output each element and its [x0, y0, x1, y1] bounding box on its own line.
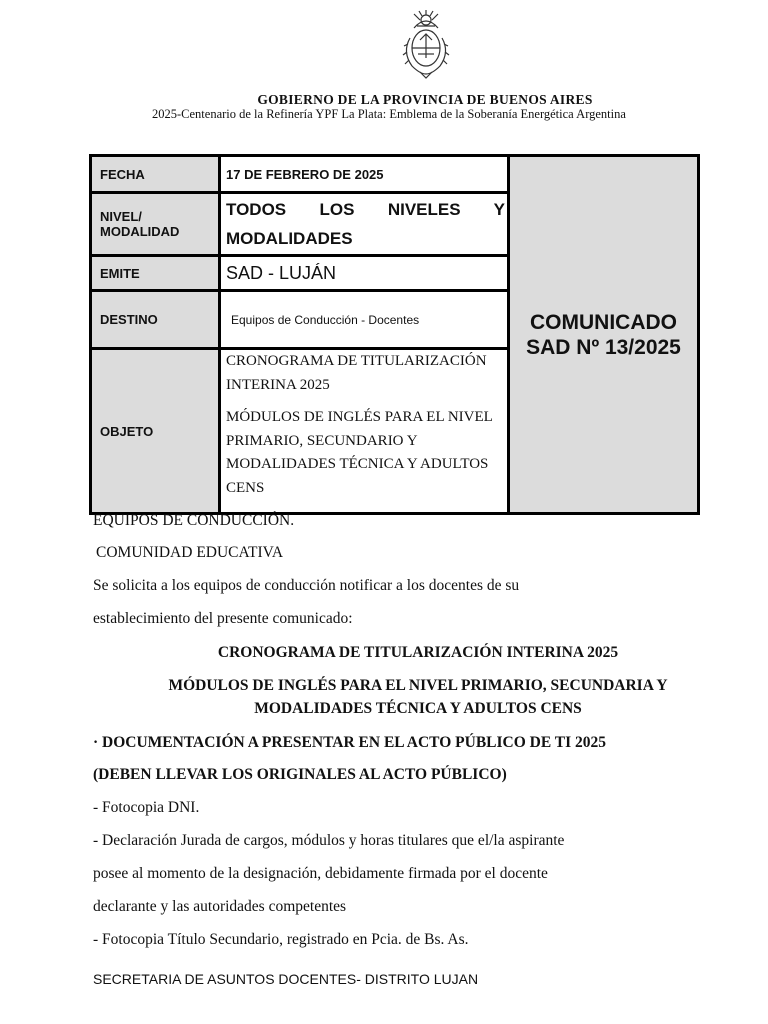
destino-label: DESTINO: [91, 291, 220, 349]
objeto-value: [220, 349, 509, 514]
nivel-label-line2: MODALIDAD: [100, 224, 180, 239]
list-item-declaracion-line-2: posee al momento de la designación, debidamente firmada por el docente: [93, 865, 548, 882]
documentation-heading: · DOCUMENTACIÓN A PRESENTAR EN EL ACTO PÚBLICO DE TI 2025: [93, 734, 607, 751]
objeto-line-1: CRONOGRAMA DE TITULARIZACIÓN INTERINA 2025: [226, 353, 487, 393]
nivel-label: [91, 193, 220, 256]
emite-label: EMITE: [91, 256, 220, 291]
provincial-seal-icon: [398, 8, 454, 80]
communique-info-table: [89, 154, 700, 515]
list-item-titulo: - Fotocopia Título Secundario, registrado en Pcia. de Bs. As.: [93, 931, 469, 948]
heading-modulos-line-1: MÓDULOS DE INGLÉS PARA EL NIVEL PRIMARIO, SECUNDARIA Y: [168, 677, 668, 694]
government-title: GOBIERNO DE LA PROVINCIA DE BUENOS AIRES: [257, 92, 593, 107]
intro-paragraph-line-1: Se solicita a los equipos de conducción notificar a los docentes de su: [93, 577, 520, 594]
nivel-label-line1: NIVEL/: [100, 209, 142, 224]
list-item-declaracion-line-3: declarante y las autoridades competentes: [93, 898, 347, 915]
objeto-label: OBJETO: [91, 349, 220, 514]
heading-cronograma: CRONOGRAMA DE TITULARIZACIÓN INTERINA 2025: [217, 644, 619, 661]
recipient-line-1: EQUIPOS DE CONDUCCIÓN.: [93, 512, 295, 529]
intro-paragraph-line-2: establecimiento del presente comunicado:: [93, 610, 353, 627]
heading-modulos-line-2: MODALIDADES TÉCNICA Y ADULTOS CENS: [254, 700, 582, 717]
comunicado-id: SAD Nº 13/2025: [526, 335, 681, 359]
objeto-line-2: MÓDULOS DE INGLÉS PARA EL NIVEL PRIMARIO, SECUNDARIO Y MODALIDADES TÉCNICA Y ADULTOS CENS: [226, 409, 493, 496]
fecha-label: FECHA: [91, 156, 220, 193]
recipient-line-2: COMUNIDAD EDUCATIVA: [96, 544, 284, 561]
footer-signature: SECRETARIA DE ASUNTOS DOCENTES- DISTRITO LUJAN: [93, 971, 479, 987]
destino-value: Equipos de Conducción - Docentes: [220, 291, 509, 349]
comunicado-number: [509, 156, 699, 514]
emite-value: SAD - LUJÁN: [220, 256, 509, 291]
comunicado-title: COMUNICADO: [530, 310, 677, 334]
list-item-declaracion-line-1: - Declaración Jurada de cargos, módulos y horas titulares que el/la aspirante: [93, 832, 565, 849]
centenary-subtitle: 2025-Centenario de la Refinería YPF La Plata: Emblema de la Soberanía Energética Argentina: [152, 107, 626, 121]
list-item-dni: - Fotocopia DNI.: [93, 799, 200, 816]
documentation-note: (DEBEN LLEVAR LOS ORIGINALES AL ACTO PÚBLICO): [93, 766, 507, 783]
fecha-value: 17 DE FEBRERO DE 2025: [220, 156, 509, 193]
nivel-value: TODOS LOS NIVELES Y MODALIDADES: [220, 193, 509, 256]
